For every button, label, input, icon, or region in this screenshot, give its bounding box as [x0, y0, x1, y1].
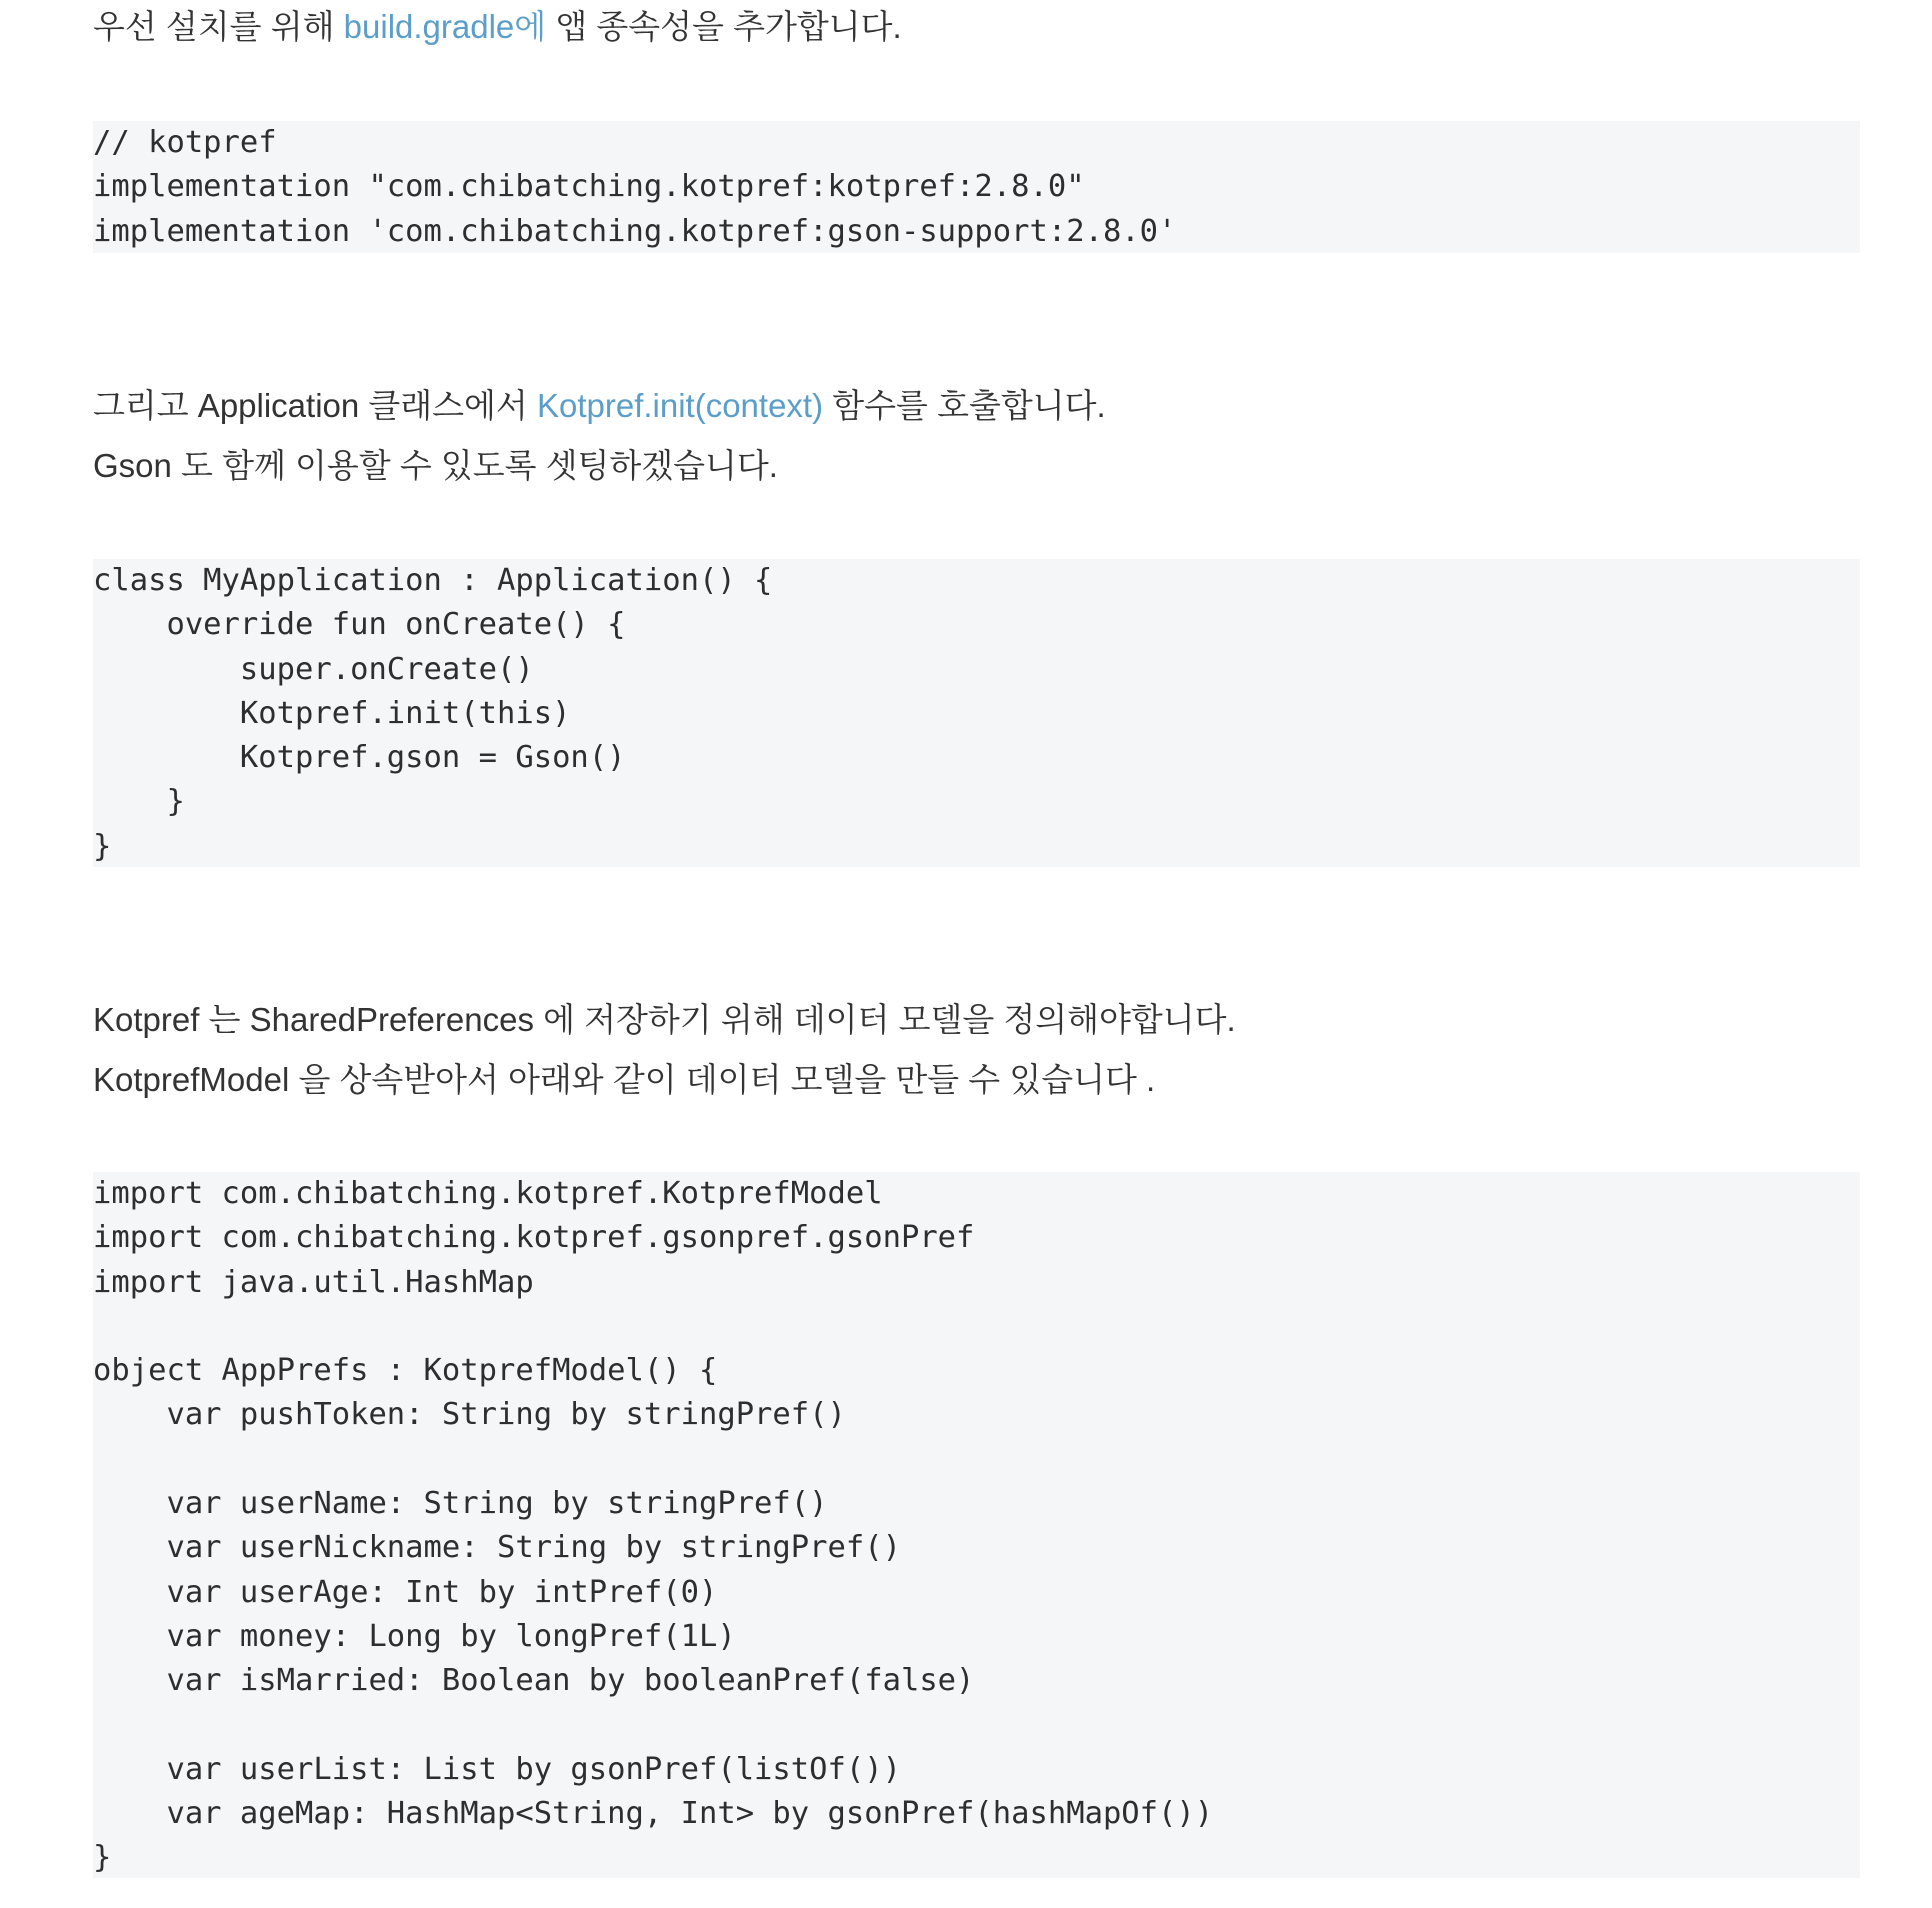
app-init-line-1: [93, 376, 1106, 436]
application-code-block: [93, 559, 1860, 867]
install-intro-paragraph: [93, 0, 902, 57]
install-intro-text-before: 우선 설치를 위해: [93, 8, 344, 45]
app-init-text-after: 함수를 호출합니다.: [823, 387, 1106, 424]
gradle-code-block: [93, 121, 1860, 253]
model-intro-line-1: Kotpref 는 SharedPreferences 에 저장하기 위해 데이터 모델을 정의해야합니다.: [93, 1001, 1236, 1038]
app-init-paragraph: [93, 376, 1106, 496]
application-code-text: class MyApplication : Application() { override fun onCreate() { super.onCreate() Kotpref.init(this) Kotpref.gson = Gson() } }: [93, 563, 773, 864]
model-code-block: [93, 1172, 1860, 1878]
model-intro-paragraph: [93, 990, 1236, 1110]
build-gradle-link[interactable]: build.gradle에: [343, 8, 547, 45]
install-intro-text-after: 앱 종속성을 추가합니다.: [546, 8, 902, 45]
gradle-code-text: // kotpref implementation "com.chibatching.kotpref:kotpref:2.8.0" implementation 'com.chibatching.kotpref:gson-support:2.8.0': [93, 125, 1177, 249]
kotpref-init-link[interactable]: Kotpref.init(context): [536, 387, 824, 424]
app-init-line-2: Gson 도 함께 이용할 수 있도록 셋팅하겠습니다.: [93, 447, 778, 484]
model-code-text: import com.chibatching.kotpref.KotprefModel import com.chibatching.kotpref.gsonpref.gsonPref import java.util.HashMap object AppPrefs : KotprefModel() { var pushToken: String by stringPref() var userName: String by stringPref() var userNickname: String by stringPref() var userAge: Int by intPref(0) var money: Long by longPref(1L) var isMarried: Boolean by booleanPref(false) var userList: List by gsonPref(listOf()) var ageMap: HashMap<String, Int> by gsonPref(hashMapOf()) }: [93, 1176, 1214, 1876]
app-init-text-before: 그리고 Application 클래스에서: [93, 387, 537, 424]
model-intro-line-2: KotprefModel 을 상속받아서 아래와 같이 데이터 모델을 만들 수 있습니다 .: [93, 1061, 1156, 1098]
